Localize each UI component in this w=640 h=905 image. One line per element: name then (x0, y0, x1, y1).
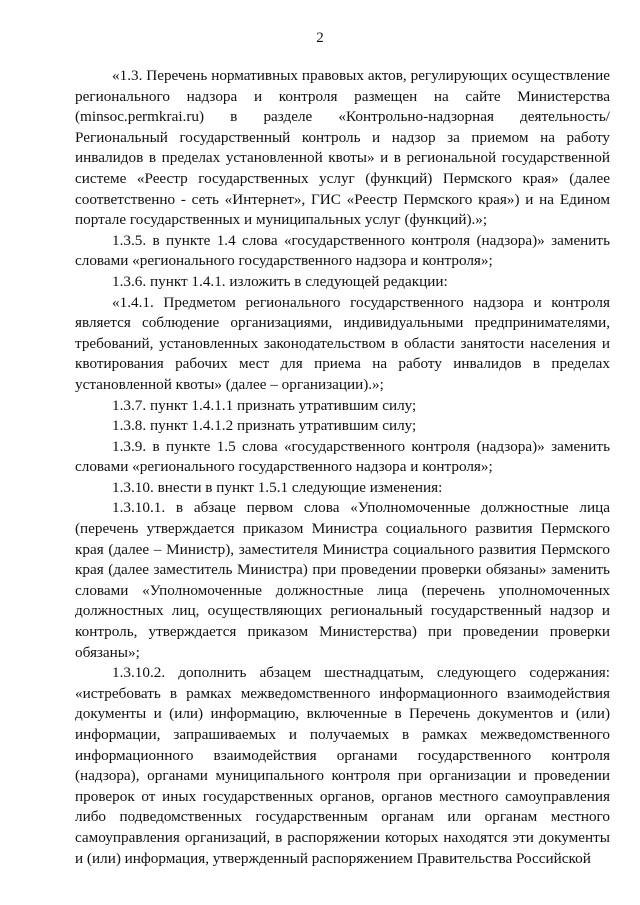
paragraph-1-4-1: «1.4.1. Предметом регионального государственного надзора и контроля является соблюдение организациями, индивидуальными предпринимателями, требований, установленных законодательством в области занятости населения и квотирования рабочих мест для приема на работу инвалидов в пределах установленной квоты» (далее – организации).»; (75, 293, 610, 393)
paragraph-1-3: «1.3. Перечень нормативных правовых актов, регулирующих осуществление регионального надзора и контроля размещен на сайте Министерства (minsoc.permkrai.ru) в разделе «Контрольно-надзорная деятельность/ Региональный государственный контроль и надзор за приемом на работу инвалидов в пределах установленной квоты» и в региональной государственной системе «Реестр государственных услуг (функций) Пермского края» (далее соответственно - сеть «Интернет», ГИС «Реестр Пермского края») и на Едином портале государственных и муниципальных услуг (функций).»; (75, 67, 610, 229)
paragraph-1-3-6: 1.3.6. пункт 1.4.1. изложить в следующей редакции: (112, 272, 448, 290)
paragraph-1-3-7: 1.3.7. пункт 1.4.1.1 признать утратившим силу; (112, 396, 417, 414)
paragraph-1-3-10: 1.3.10. внести в пункт 1.5.1 следующие изменения: (112, 478, 443, 496)
paragraph-1-3-10-1: 1.3.10.1. в абзаце первом слова «Уполномоченные должностные лица (перечень утверждается приказом Министра социального развития Пермского края (далее – Министр), заместителя Министра социального развития Пермского края (далее заместитель Министра) при проведении проверки обязаны» заменить словами «Уполномоченные должностные лица (перечень уполномоченных должностных лиц, осуществляющих региональный государственный надзор и контроль, утверждается приказом Министерства) при проведении проверки обязаны»; (75, 499, 610, 661)
paragraph-1-3-10-2: 1.3.10.2. дополнить абзацем шестнадцатым, следующего содержания: «истребовать в рамках межведомственного информационного взаимодействия документы и (или) информацию, включенные в Перечень документов и (или) информации, запрашиваемых и получаемых в рамках межведомственного информационного взаимодействия органами государственного контроля (надзора), органами муниципального контроля при организации и проведении проверок от иных государственных органов, органов местного самоуправления либо подведомственных государственным органам или органам местного самоуправления организаций, в распоряжении которых находятся эти документы и (или) информация, утвержденный распоряжением Правительства Российской (75, 664, 610, 867)
paragraph-1-3-5: 1.3.5. в пункте 1.4 слова «государственного контроля (надзора)» заменить словами «регионального государственного надзора и контроля»; (75, 231, 610, 270)
paragraph-1-3-8: 1.3.8. пункт 1.4.1.2 признать утратившим силу; (112, 417, 417, 435)
document-body (75, 66, 610, 869)
page-number: 2 (316, 30, 324, 46)
paragraph-1-3-9: 1.3.9. в пункте 1.5 слова «государственного контроля (надзора)» заменить словами «регионального государственного надзора и контроля»; (75, 437, 610, 476)
